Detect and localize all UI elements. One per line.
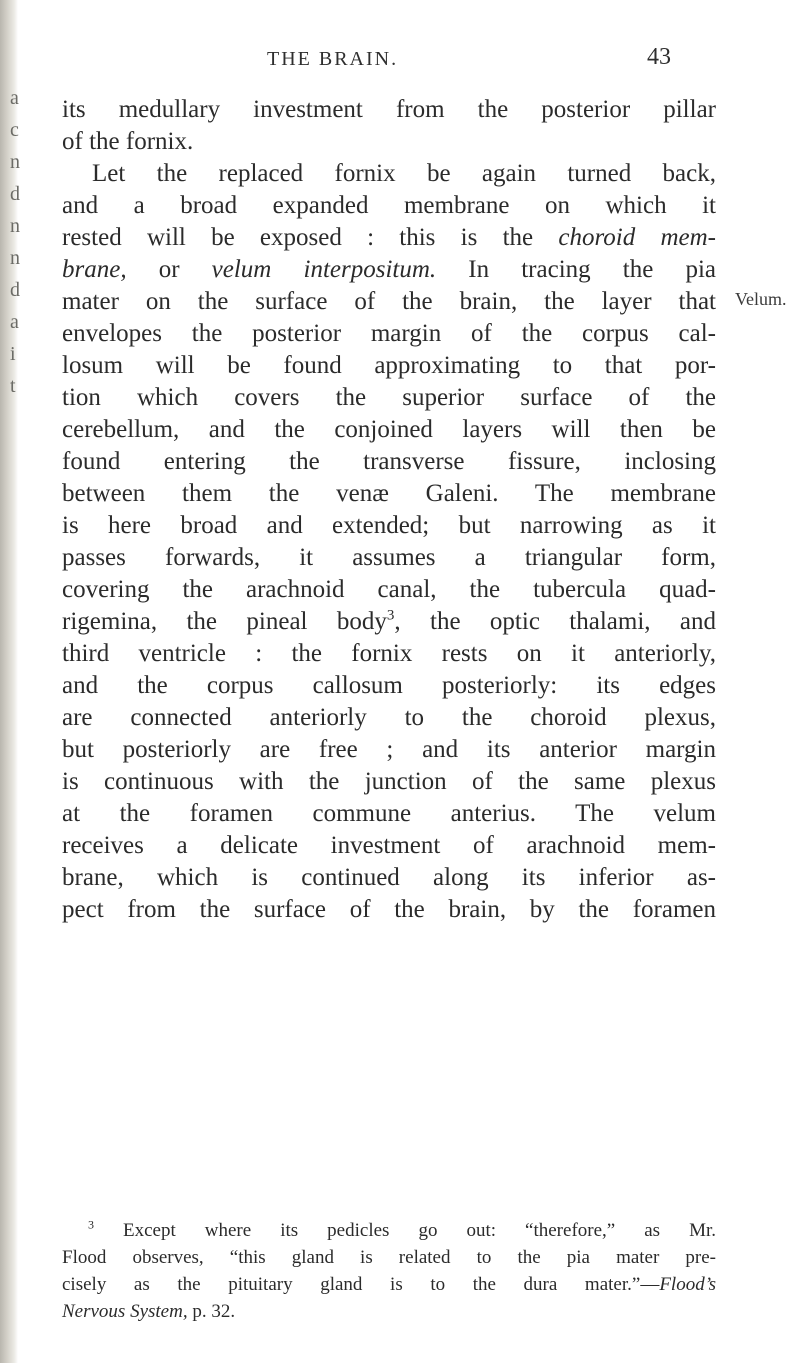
text-line: Let the replaced fornix be again turned back,: [92, 160, 716, 187]
gutter-fragment: a: [10, 87, 19, 109]
text-line: pect from the surface of the brain, by the foramen: [62, 896, 716, 923]
gutter-fragment: i: [10, 343, 16, 365]
footnote-line: [62, 1271, 716, 1298]
text-line: of the fornix.: [62, 128, 194, 155]
text-line: envelopes the posterior margin of the corpus cal-: [62, 320, 716, 347]
gutter-fragment: a: [10, 311, 19, 333]
italic-term-brane: brane,: [62, 256, 127, 283]
italic-citation: Flood’s: [659, 1274, 716, 1295]
text-line: [62, 254, 716, 286]
footnote-reference: 3: [386, 607, 395, 624]
gutter-fragment: t: [10, 375, 16, 397]
text-line: its medullary investment from the posterior pillar: [62, 96, 716, 123]
italic-term-velum: velum interpositum.: [211, 256, 437, 283]
text-line: cerebellum, and the conjoined layers will then be: [62, 416, 716, 443]
text-line: at the foramen commune anterius. The velum: [62, 800, 716, 827]
page-number: 43: [647, 44, 671, 70]
text-line: third ventricle : the fornix rests on it anteriorly,: [62, 640, 716, 667]
gutter-fragment: d: [10, 183, 20, 205]
italic-term-choroid: choroid mem-: [558, 224, 716, 251]
gutter-marks: [10, 82, 22, 402]
text-run: rigemina, the pineal body: [62, 608, 387, 635]
margin-note-velum: Velum.: [735, 289, 787, 309]
text-line: and the corpus callosum posteriorly: its edges: [62, 672, 716, 699]
footnote: [62, 1217, 716, 1325]
text-line: between them the venæ Galeni. The membrane: [62, 480, 716, 507]
text-run: rested will be exposed : this is the: [62, 224, 559, 251]
text-line: is continuous with the junction of the same plexus: [62, 768, 716, 795]
footnote-mark: 3: [88, 1217, 94, 1232]
text-line: brane, which is continued along its inferior as-: [62, 864, 716, 891]
gutter-fragment: n: [10, 215, 20, 237]
text-run: cisely as the pituitary gland is to the dura mater.”—: [62, 1274, 660, 1295]
text-line: found entering the transverse fissure, inclosing: [62, 448, 716, 475]
text-line: are connected anteriorly to the choroid plexus,: [62, 704, 716, 731]
text-line: but posteriorly are free ; and its anterior margin: [62, 736, 716, 763]
gutter-fragment: n: [10, 247, 20, 269]
text-line: [62, 222, 716, 254]
footnote-line: Flood observes, “this gland is related to the pia mater pre-: [62, 1247, 716, 1268]
text-line: and a broad expanded membrane on which it: [62, 192, 716, 219]
text-line: mater on the surface of the brain, the layer that: [62, 288, 716, 315]
text-run: Except where its pedicles go out: “therefore,” as Mr.: [123, 1220, 716, 1241]
text-run: In tracing the pia: [436, 256, 716, 283]
gutter-fragment: n: [10, 151, 20, 173]
running-head-title: THE BRAIN.: [267, 48, 399, 70]
gutter-fragment: d: [10, 279, 20, 301]
text-line: tion which covers the superior surface of the: [62, 384, 716, 411]
text-run: or: [126, 256, 212, 283]
text-line: is here broad and extended; but narrowing as it: [62, 512, 716, 539]
text-run: p. 32.: [187, 1301, 236, 1322]
body-text: [62, 94, 716, 926]
footnote-line: [62, 1217, 716, 1244]
text-line: losum will be found approximating to that por-: [62, 352, 716, 379]
footnote-line: [62, 1298, 716, 1325]
italic-citation: Nervous System,: [62, 1301, 188, 1322]
text-line: receives a delicate investment of arachnoid mem-: [62, 832, 716, 859]
text-line: passes forwards, it assumes a triangular form,: [62, 544, 716, 571]
running-head: [267, 44, 671, 78]
gutter-fragment: c: [10, 119, 19, 141]
text-run: , the optic thalami, and: [394, 608, 716, 635]
text-line: [62, 606, 716, 638]
text-line: covering the arachnoid canal, the tubercula quad-: [62, 576, 716, 603]
